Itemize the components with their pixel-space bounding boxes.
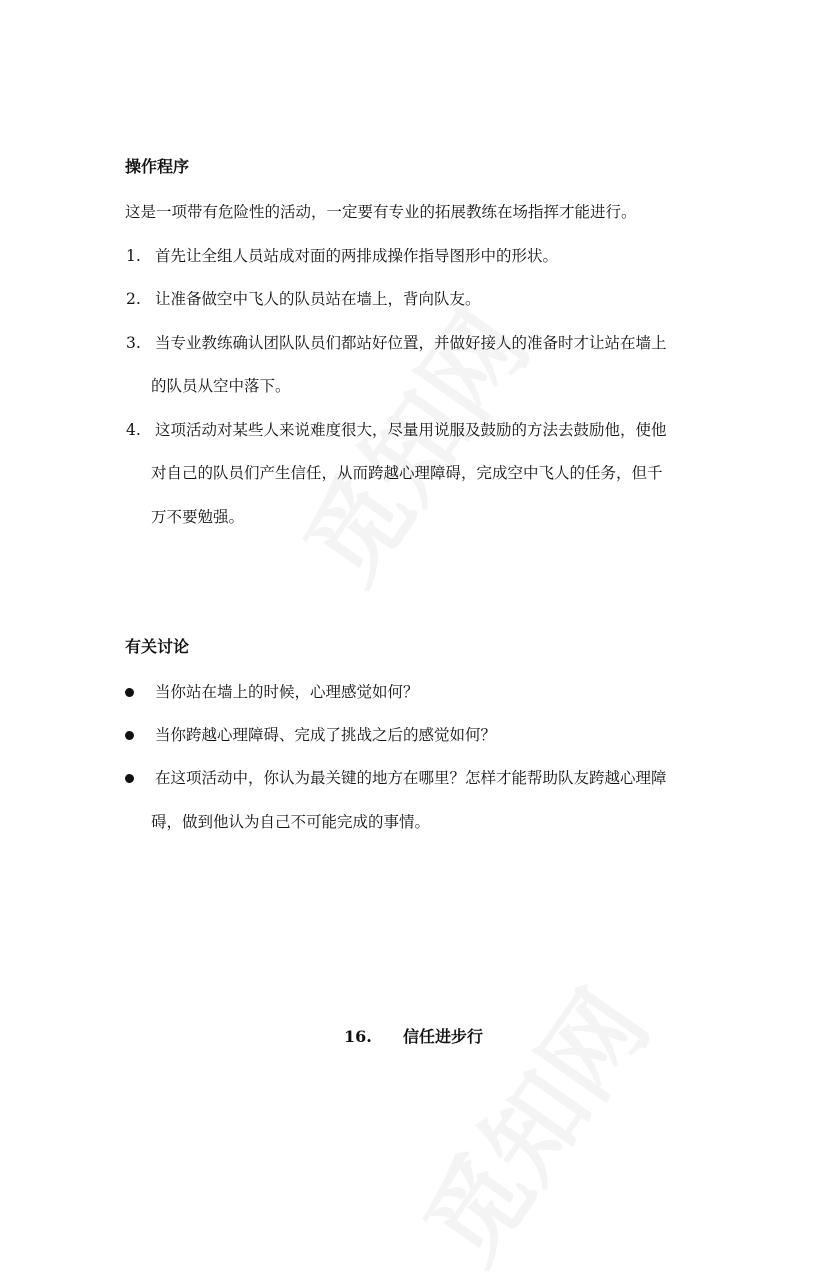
discussion-heading: 有关讨论 [125, 637, 190, 656]
step-text: 这项活动对某些人来说难度很大，尽量用说服及鼓励的方法去鼓励他，使他 [155, 421, 667, 439]
watermark [265, 278, 555, 606]
operation-intro: 这是一项带有危险性的活动，一定要有专业的拓展教练在场指挥才能进行。 [125, 203, 637, 221]
discussion-item: 碍，做到他认为自己不可能完成的事情。 [151, 813, 431, 831]
bullet-icon [125, 688, 134, 697]
step-text: 让准备做空中飞人的队员站在墙上，背向队友。 [155, 290, 481, 308]
step-text: 首先让全组人员站成对面的两排成操作指导图形中的形状。 [155, 247, 559, 265]
watermark [385, 958, 675, 1286]
discussion-item: 当你跨越心理障碍、完成了挑战之后的感觉如何？ [155, 726, 497, 744]
bullet-icon [125, 774, 134, 783]
step-text: 当专业教练确认团队队员们都站好位置，并做好接人的准备时才让站在墙上 [155, 334, 667, 352]
step-number: 2. [126, 290, 141, 308]
step-text: 对自己的队员们产生信任，从而跨越心理障碍，完成空中飞人的任务，但千 [151, 464, 663, 482]
step-text: 的队员从空中落下。 [151, 377, 291, 395]
operation-heading: 操作程序 [125, 157, 190, 176]
step-text: 万不要勉强。 [151, 508, 245, 526]
step-number: 1. [126, 247, 141, 265]
step-number: 4. [126, 421, 141, 439]
section-number: 16. [344, 1027, 372, 1046]
section-title: 信任进步行 [403, 1027, 484, 1046]
discussion-item: 当你站在墙上的时候，心理感觉如何？ [155, 683, 419, 701]
step-number: 3. [126, 334, 141, 352]
bullet-icon [125, 731, 134, 740]
discussion-item: 在这项活动中，你认为最关键的地方在哪里？怎样才能帮助队友跨越心理障 [155, 769, 667, 787]
